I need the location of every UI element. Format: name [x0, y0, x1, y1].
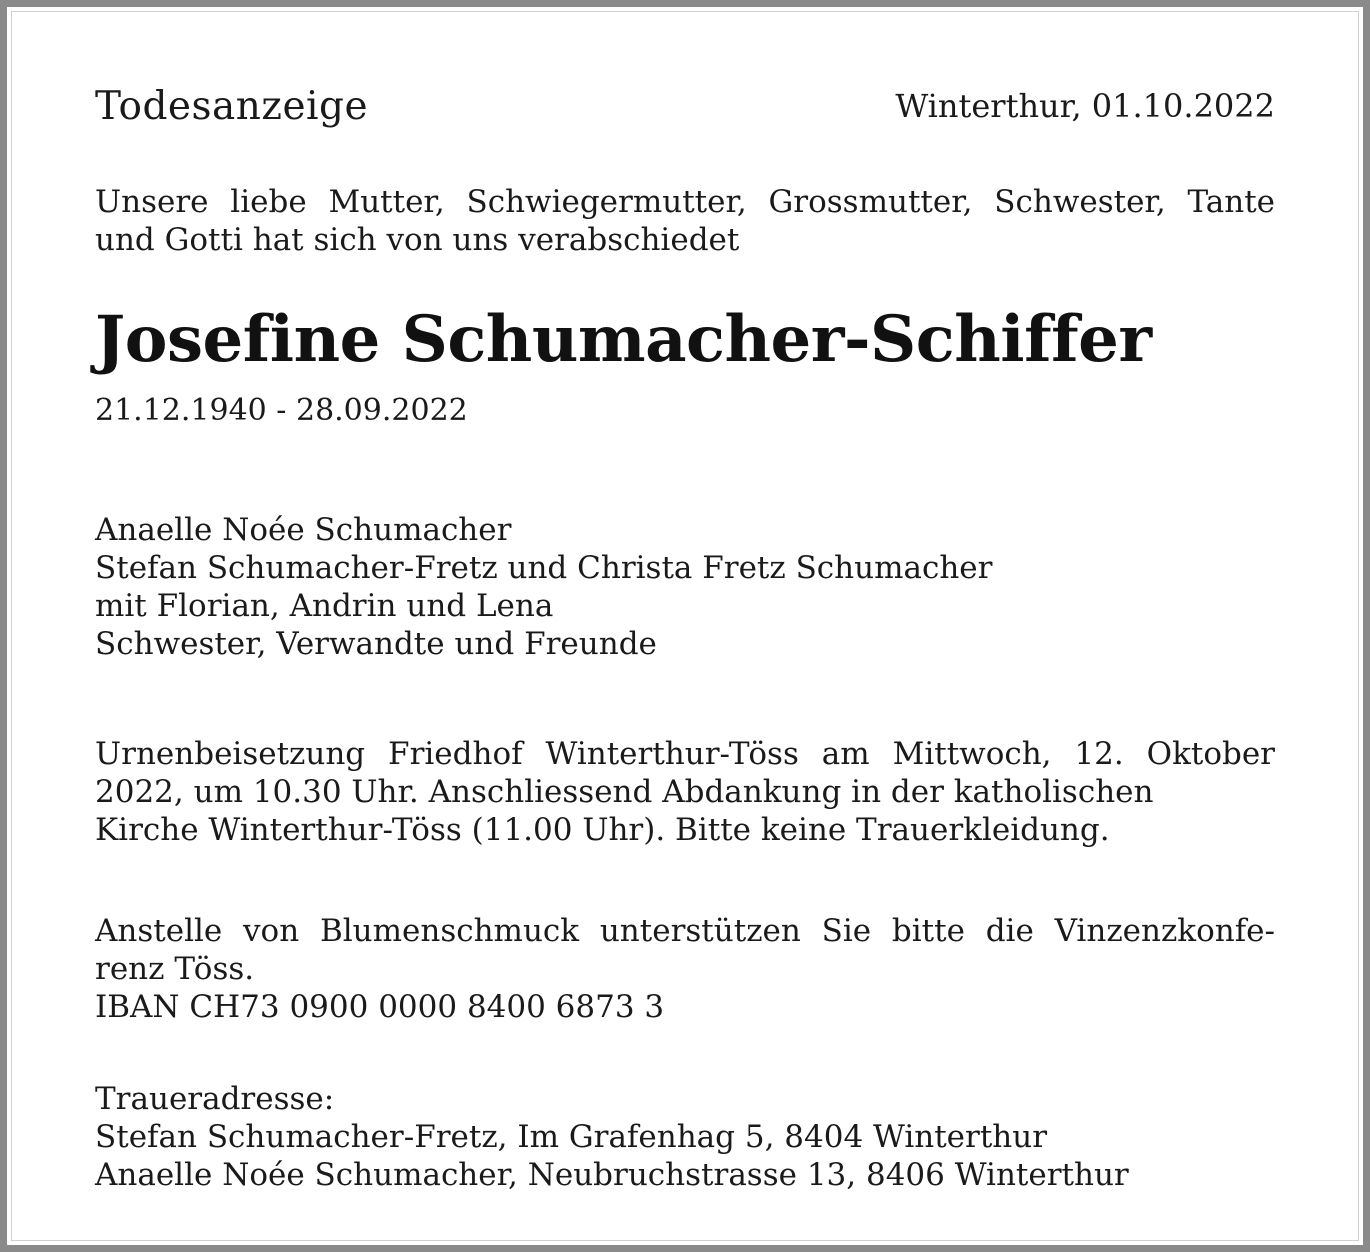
life-dates: 21.12.1940 - 28.09.2022: [95, 393, 468, 428]
mourner-line: Stefan Schumacher-Fretz und Christa Fretz Schumacher: [95, 550, 993, 586]
ceremony-line-2: 2022, um 10.30 Uhr. Anschliessend Abdankung in der katholischen: [95, 774, 1154, 810]
address-line-2: Anaelle Noée Schumacher, Neubruchstrasse 13, 8406 Winterthur: [95, 1157, 1129, 1193]
deceased-name: Josefine Schumacher-Schiffer: [95, 302, 1152, 377]
ceremony-line-3: Kirche Winterthur-Töss (11.00 Uhr). Bitte keine Trauerkleidung.: [95, 812, 1110, 848]
mourner-line: Anaelle Noée Schumacher: [95, 512, 512, 548]
donation-line-1: Anstelle von Blumenschmuck unterstützen Sie bitte die Vinzenzkonfe-: [95, 913, 1275, 949]
iban: IBAN CH73 0900 0000 8400 6873 3: [95, 989, 665, 1025]
address-label: Traueradresse:: [95, 1081, 335, 1117]
mourning-address: [95, 1080, 1275, 1194]
place-date: Winterthur, 01.10.2022: [895, 87, 1275, 125]
donation-text: [95, 912, 1275, 1026]
mourners-list: [95, 511, 1275, 663]
mourner-line: mit Florian, Andrin und Lena: [95, 588, 554, 624]
ceremony-text: [95, 735, 1275, 849]
mourner-line: Schwester, Verwandte und Freunde: [95, 626, 657, 662]
intro-line-2: und Gotti hat sich von uns verabschiedet: [95, 222, 740, 258]
ceremony-line-1: Urnenbeisetzung Friedhof Winterthur-Töss am Mittwoch, 12. Oktober: [95, 736, 1275, 772]
donation-line-2: renz Töss.: [95, 951, 255, 987]
intro-line-1: Unsere liebe Mutter, Schwiegermutter, Grossmutter, Schwester, Tante: [95, 184, 1275, 220]
address-line-1: Stefan Schumacher-Fretz, Im Grafenhag 5, 8404 Winterthur: [95, 1119, 1048, 1155]
notice-title: Todesanzeige: [95, 84, 369, 129]
intro-text: [95, 183, 1275, 259]
